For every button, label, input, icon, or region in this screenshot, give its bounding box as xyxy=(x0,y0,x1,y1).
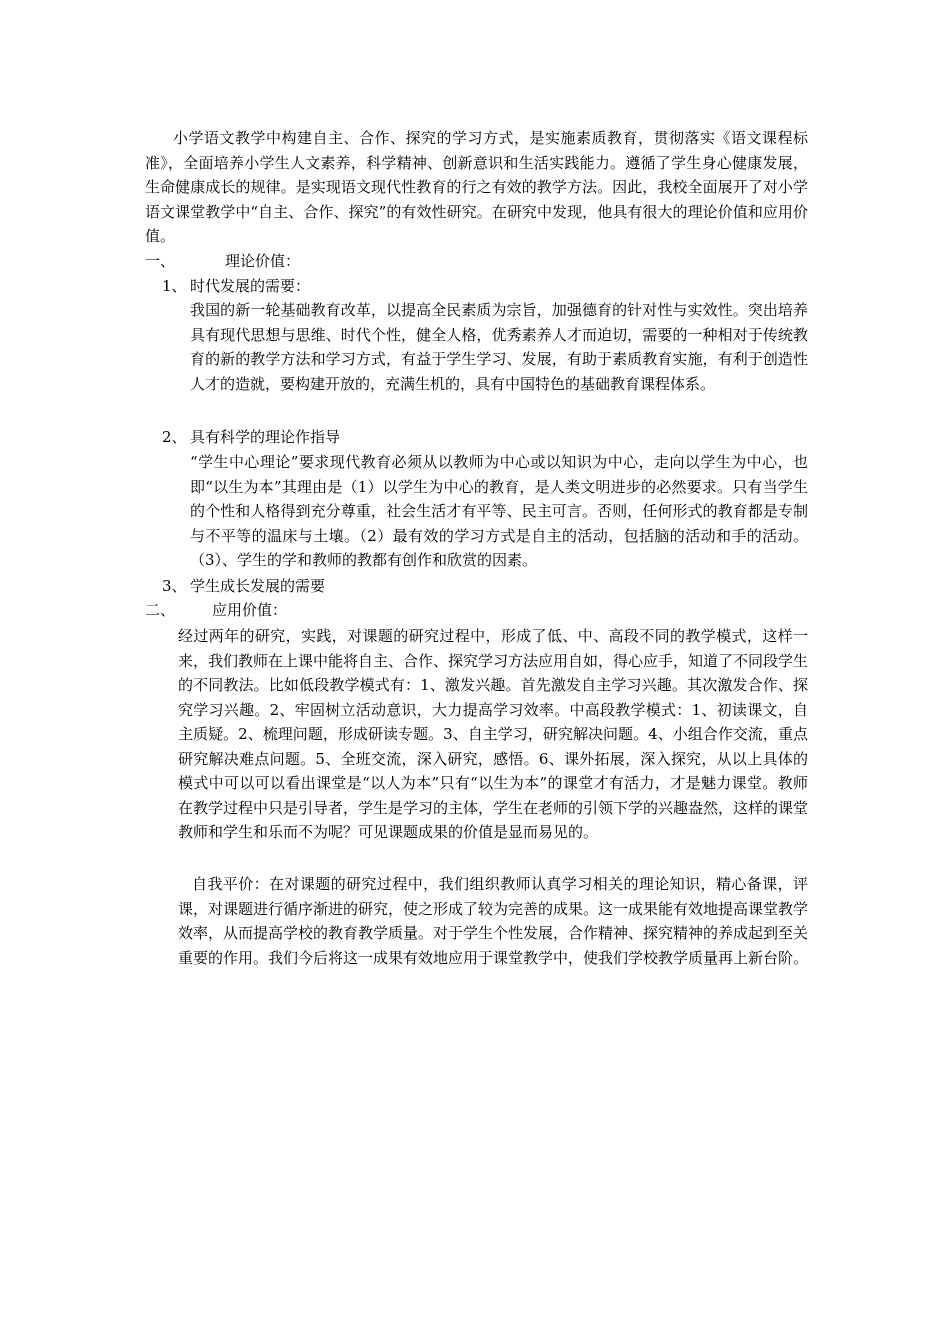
item-2-number: 2、 xyxy=(162,428,187,446)
item-3-title: 学生成长发展的需要 xyxy=(190,577,326,595)
item-2-title: 具有科学的理论作指导 xyxy=(190,428,341,446)
section-2-heading xyxy=(145,598,345,622)
section-1-item-2-heading xyxy=(162,425,462,449)
item-3-number: 3、 xyxy=(162,577,187,595)
section-2-number: 二、 xyxy=(145,601,176,619)
section-1-title: 理论价值： xyxy=(225,252,301,270)
section-2-title: 应用价值： xyxy=(212,601,288,619)
item-1-number: 1、 xyxy=(162,277,187,295)
section-1-number: 一、 xyxy=(145,252,176,270)
item-2-body: “学生中心理论”要求现代教育必须从以教师为中心或以知识为中心，走向以学生为中心，也即“以生为本”其理由是（1）以学生为中心的教育，是人类文明进步的必然要求。只有当学生的个性和人格得到充分尊重，社会生活才有平等、民主可言。否则，任何形式的教育都是专制与不平等的温床与土壤。（2）最有效的学习方式是自主的活动，包括脑的活动和手的活动。（3）、学生的学和教师的教都有创作和欣赏的因素。 xyxy=(190,453,808,569)
self-evaluation-paragraph: 自我平价：在对课题的研究过程中，我们组织教师认真学习相关的理论知识，精心备课，评课，对课题进行循序渐进的研究，使之形成了较为完善的成果。这一成果能有效地提高课堂教学效率，从而提高学校的教育教学质量。对于学生个性发展，合作精神、探究精神的养成起到至关重要的作用。我们今后将这一成果有效地应用于课堂教学中，使我们学校教学质量再上新台阶。 xyxy=(178,875,809,967)
item-1-title: 时代发展的需要： xyxy=(190,277,311,295)
section-1-item-1-heading xyxy=(162,274,462,298)
intro-paragraph: 小学语文教学中构建自主、合作、探究的学习方式，是实施素质教育，贯彻落实《语文课程标准》，全面培养小学生人文素养，科学精神、创新意识和生活实践能力。遵循了学生身心健康发展，生命健康成长的规律。是实现语文现代性教育的行之有效的教学方法。因此，我校全面展开了对小学语文课堂教学中“自主、合作、探究”的有效性研究。在研究中发现，他具有很大的理论价值和应用价值。 xyxy=(145,129,808,245)
application-body: 经过两年的研究，实践，对课题的研究过程中，形成了低、中、高段不同的教学模式，这样一来，我们教师在上课中能将自主、合作、探究学习方法应用自如，得心应手，知道了不同段学生的不同教法。比如低段教学模式有：1、激发兴趣。首先激发自主学习兴趣。其次激发合作、探究学习兴趣。2、牢固树立活动意识，大力提高学习效率。中高段教学模式：1、初读课文，自主质疑。2、梳理问题，形成研读专题。3、自主学习，研究解决问题。4、小组合作交流，重点研究解决难点问题。5、全班交流，深入研究，感悟。6、课外拓展，深入探究，从以上具体的模式中可以可以看出课堂是“以人为本”只有“以生为本”的课堂才有活力，才是魅力课堂。教师在教学过程中只是引导者，学生是学习的主体，学生在老师的引领下学的兴趣盎然，这样的课堂教师和学生和乐而不为呢？可见课题成果的价值是显而易见的。 xyxy=(178,627,809,841)
section-1-item-3-heading xyxy=(162,574,462,598)
section-1-heading xyxy=(145,249,345,273)
item-1-body: 我国的新一轮基础教育改革，以提高全民素质为宗旨，加强德育的针对性与实效性。突出培养具有现代思想与思维、时代个性，健全人格，优秀素养人才而迫切，需要的一种相对于传统教育的新的教学方法和学习方式，有益于学生学习、发展，有助于素质教育实施，有利于创造性人才的造就，要构建开放的，充满生机的，具有中国特色的基础教育课程体系。 xyxy=(190,301,808,393)
